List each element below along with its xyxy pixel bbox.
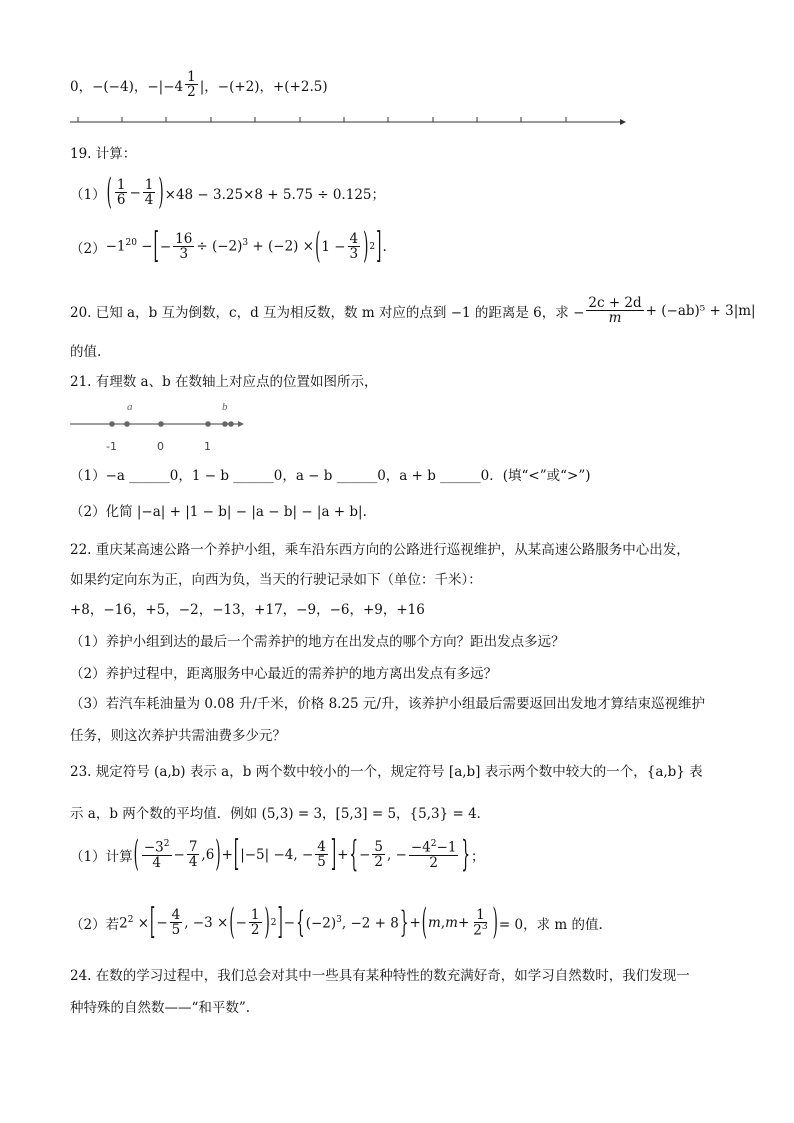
q23-p1-label: （1）计算 [70, 848, 133, 865]
q19-title: 19. 计算： [70, 146, 137, 162]
q18-numbers-tail: |，−(+2)，+(+2.5) [199, 78, 328, 95]
q21-tick-1: 1 [204, 440, 211, 453]
q20-line2: 的值. [70, 344, 102, 360]
q19-part2: （2） $-1^{20}$ − [ − $\frac{16}{3}$ ÷ $(-2)^3 + (-2)$ × ( 1 − $\frac{4}{3}$ ) 2 ] . [70, 225, 387, 268]
q21-tick-minus1: -1 [106, 440, 117, 453]
q18-number-line [70, 112, 630, 132]
q20-fraction [586, 296, 643, 325]
q20-text: 20. 已知 a，b 互为倒数，c，d 互为相反数，数 m 对应的点到 −1 的距离是 6，求 − [70, 304, 585, 321]
q23-part1: （1）计算 ( $\frac{-3^2}{4}$ − $\frac{7}{4}$ ,6 ) + [ |−5| −4, − $\frac{4}{5}$ ] + { − $\frac{5}{2}$ , − $\frac{-4^2-1}{2}$ } ； [70, 834, 485, 876]
q19-frac-16-3: $\frac{16}{3}$ [175, 231, 193, 263]
q23-line1: 23. 规定符号 (a,b) 表示 a，b 两个数中较小的一个，规定符号 [a,b] 表示两个数中较大的一个，{a,b} 表 [70, 764, 703, 780]
q23-part2: （2）若 $2^2$ × [ − $\frac{4}{5}$ , −3 × ( − $\frac{1}{2}$ ) 2 ] − { $(-2)^3$, −2 + 8 } + ( m , m + $\frac{1}{2^3}$ ) = 0，求 m 的值. [70, 902, 603, 944]
q21-part1: （1）−a ______0，1 − b ______0，a − b ______0，a + b ______0．(填“<”或“>”) [70, 468, 591, 484]
q21-label-a: a [127, 401, 133, 413]
q19-p2-end: . [382, 238, 387, 255]
q19-p1-label: （1） [70, 186, 106, 203]
q18-frac-numerator: 1 [187, 69, 196, 85]
q21-part2: （2）化简 |−a| + |1 − b| − |a − b| − |a + b|. [70, 504, 367, 520]
q21-tick-0: 0 [157, 440, 164, 453]
q23-p2-tail: = 0，求 m 的值. [498, 916, 603, 933]
q18-numbers [70, 70, 328, 99]
q22-part2: （2）养护过程中，距离服务中心最近的需养护的地方离出发点有多远？ [70, 666, 498, 682]
q22-part1: （1）养护小组到达的最后一个需养护的地方在出发点的哪个方向？距出发点多远？ [70, 634, 565, 650]
q23-p2-label: （2）若 [70, 916, 120, 933]
q22-part3-line1: （3）若汽车耗油量为 0.08 升/千米，价格 8.25 元/升，该养护小组最后需要返回出发地才算结束巡视维护 [70, 696, 705, 712]
q19-frac-1-4: $\frac{1}{4}$ [144, 177, 154, 209]
q22-line2: 如果约定向东为正，向西为负，当天的行驶记录如下（单位：千米）： [70, 572, 482, 588]
q20-frac-denominator: m [608, 310, 622, 327]
q18-numbers-head: 0，−(−4)，−|−4 [70, 78, 184, 95]
q19-frac-4-3: $\frac{4}{3}$ [349, 231, 359, 263]
q19-part1: （1） ( $\frac{1}{6}$ − $\frac{1}{4}$ ) ×48 − 3.25×8 + 5.75 ÷ 0.125； [70, 171, 385, 214]
q19-p1-expression: ×48 − 3.25×8 + 5.75 ÷ 0.125； [164, 186, 385, 203]
q18-frac-denominator: 2 [187, 84, 196, 101]
q22-line1: 22. 重庆某高速公路一个养护小组，乘车沿东西方向的公路进行巡视维护，从某高速公路服务中心出发， [70, 542, 690, 558]
q19-p2-label: （2） [70, 240, 106, 257]
q23-line2: 示 a，b 两个数的平均值．例如 (5,3) = 3，[5,3] = 5，{5,3} = 4． [70, 806, 491, 822]
q20-line1 [70, 296, 756, 325]
q21-title: 21. 有理数 a、b 在数轴上对应点的位置如图所示， [70, 374, 378, 390]
q21-number-line [70, 396, 250, 456]
q24-line1: 24. 在数的学习过程中，我们总会对其中一些具有某种特性的数充满好奇，如学习自然数时，我们发现一 [70, 968, 690, 984]
q20-frac-numerator: 2c + 2d [588, 295, 642, 311]
q21-label-b: b [222, 401, 228, 413]
q18-mixed-fraction [185, 70, 198, 99]
q22-part3-line2: 任务，则这次养护共需油费多少元？ [70, 728, 286, 744]
q19-frac-1-6: $\frac{1}{6}$ [116, 177, 126, 209]
q20-tail: + (−ab)⁵ + 3|m| [645, 302, 756, 319]
q24-line2: 种特殊的自然数——“和平数”. [70, 1000, 251, 1016]
q22-records: +8，−16，+5，−2，−13，+17，−9，−6，+9，+16 [70, 602, 425, 618]
